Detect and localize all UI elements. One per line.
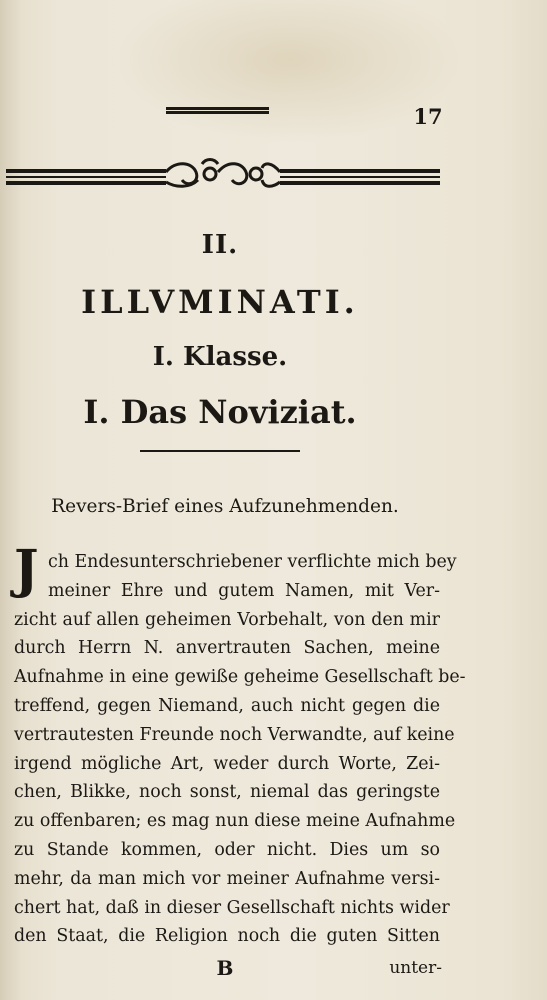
body-paragraph [14, 539, 466, 951]
section-heading: I. Das Noviziat. [83, 393, 357, 431]
section-divider-rule [140, 450, 300, 452]
text-line: durch Herrn N. anvertrauten Sachen, meine [14, 638, 440, 659]
signature-mark: B [216, 956, 234, 980]
class-heading: I. Klasse. [152, 342, 288, 372]
ornamental-band [6, 158, 440, 190]
text-line: meiner Ehre und gutem Namen, mit Ver- [48, 580, 440, 601]
text-line: zu offenbaren; es mag nun diese meine Aufnahme [14, 811, 456, 832]
catchword: unter- [389, 958, 442, 978]
text-line: zu Stande kommen, oder nicht. Dies um so [14, 839, 440, 860]
chapter-number: II. [201, 230, 239, 260]
text-line: zicht auf allen geheimen Vorbehalt, von den mir [14, 609, 440, 630]
text-line: mehr, da man mich vor meiner Aufnahme versi- [14, 868, 440, 889]
text-line: ch Endesunterschriebener verflichte mich bey [48, 552, 457, 572]
drop-cap: J [14, 539, 39, 600]
text-line: den Staat, die Religion noch die guten Sitten [14, 926, 440, 947]
text-line: chen, Blikke, noch sonst, niemal das geringste [14, 782, 440, 803]
text-line: chert hat, daß in dieser Gesellschaft nichts wider [14, 897, 450, 918]
text-line: treffend, gegen Niemand, auch nicht gegen die [14, 695, 440, 716]
top-double-rule [166, 107, 269, 114]
page-number: 17 [413, 104, 443, 129]
text-line: irgend mögliche Art, weder durch Worte, Zei- [14, 753, 440, 774]
text-line: vertrautesten Freunde noch Verwandte, auf keine [14, 724, 455, 745]
document-subtitle: Revers-Brief eines Aufzunehmenden. [51, 496, 399, 517]
chapter-title: ILLVMINATI. [81, 283, 359, 321]
text-line: Aufnahme in eine gewiße geheime Gesellschaft be- [14, 667, 466, 688]
